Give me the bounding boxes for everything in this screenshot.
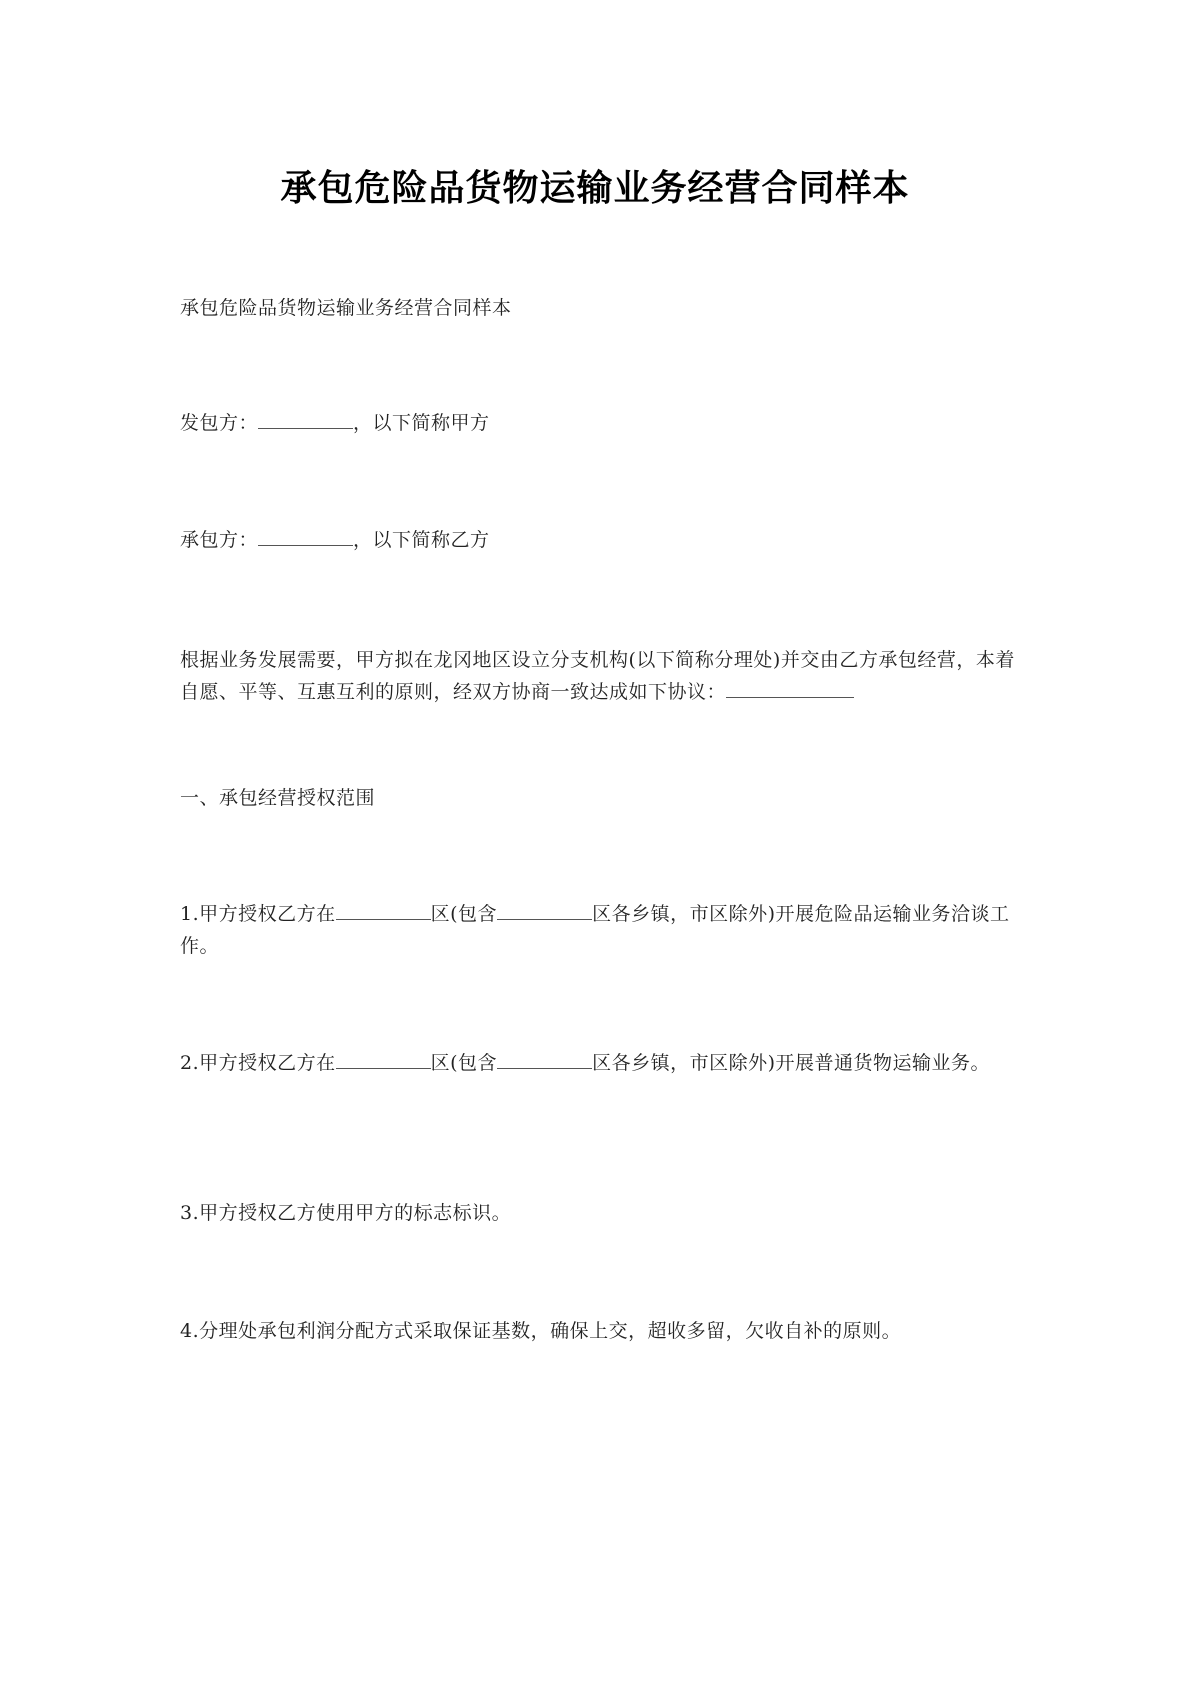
party-a-label: 发包方：: [180, 412, 259, 434]
preamble-blank[interactable]: [726, 679, 854, 698]
document-title: 承包危险品货物运输业务经营合同样本: [280, 167, 910, 209]
clause-2-mid2: 区各乡镇，市区除外)开展普通货物运输业务。: [592, 1052, 990, 1074]
party-a-suffix: ，以下简称甲方: [353, 412, 490, 434]
clause-3: 3.甲方授权乙方使用甲方的标志标识。: [180, 1202, 512, 1224]
party-b-line: [180, 524, 1020, 556]
clause-1-mid1: 区(包含: [430, 903, 498, 925]
party-a-blank[interactable]: [258, 410, 353, 429]
clause-1-prefix: 1.甲方授权乙方在: [180, 903, 336, 925]
clause-1: [180, 898, 1020, 962]
clause-2-prefix: 2.甲方授权乙方在: [180, 1052, 336, 1074]
party-b-suffix: ，以下简称乙方: [353, 529, 490, 551]
section-1-heading: 一、承包经营授权范围: [180, 787, 376, 809]
party-a-line: [180, 407, 1020, 439]
preamble-text: 根据业务发展需要，甲方拟在龙冈地区设立分支机构(以下简称分理处)并交由乙方承包经营，本着自愿、平等、互惠互利的原则，经双方协商一致达成如下协议：: [180, 649, 1015, 703]
clause-2: [180, 1047, 1020, 1079]
clause-1-blank-included[interactable]: [497, 901, 592, 920]
clause-1-mid2: 区各乡镇，市区除外)开展危险品运输业务洽谈工作。: [180, 903, 1010, 957]
party-b-blank[interactable]: [258, 527, 353, 546]
clause-2-mid1: 区(包含: [430, 1052, 498, 1074]
clause-2-blank-district[interactable]: [336, 1050, 431, 1069]
party-b-label: 承包方：: [180, 529, 259, 551]
document-subtitle: 承包危险品货物运输业务经营合同样本: [180, 297, 512, 319]
preamble-paragraph: [180, 644, 1020, 708]
clause-4: 4.分理处承包利润分配方式采取保证基数，确保上交，超收多留，欠收自补的原则。: [180, 1320, 902, 1342]
clause-2-blank-included[interactable]: [497, 1050, 592, 1069]
clause-1-blank-district[interactable]: [336, 901, 431, 920]
